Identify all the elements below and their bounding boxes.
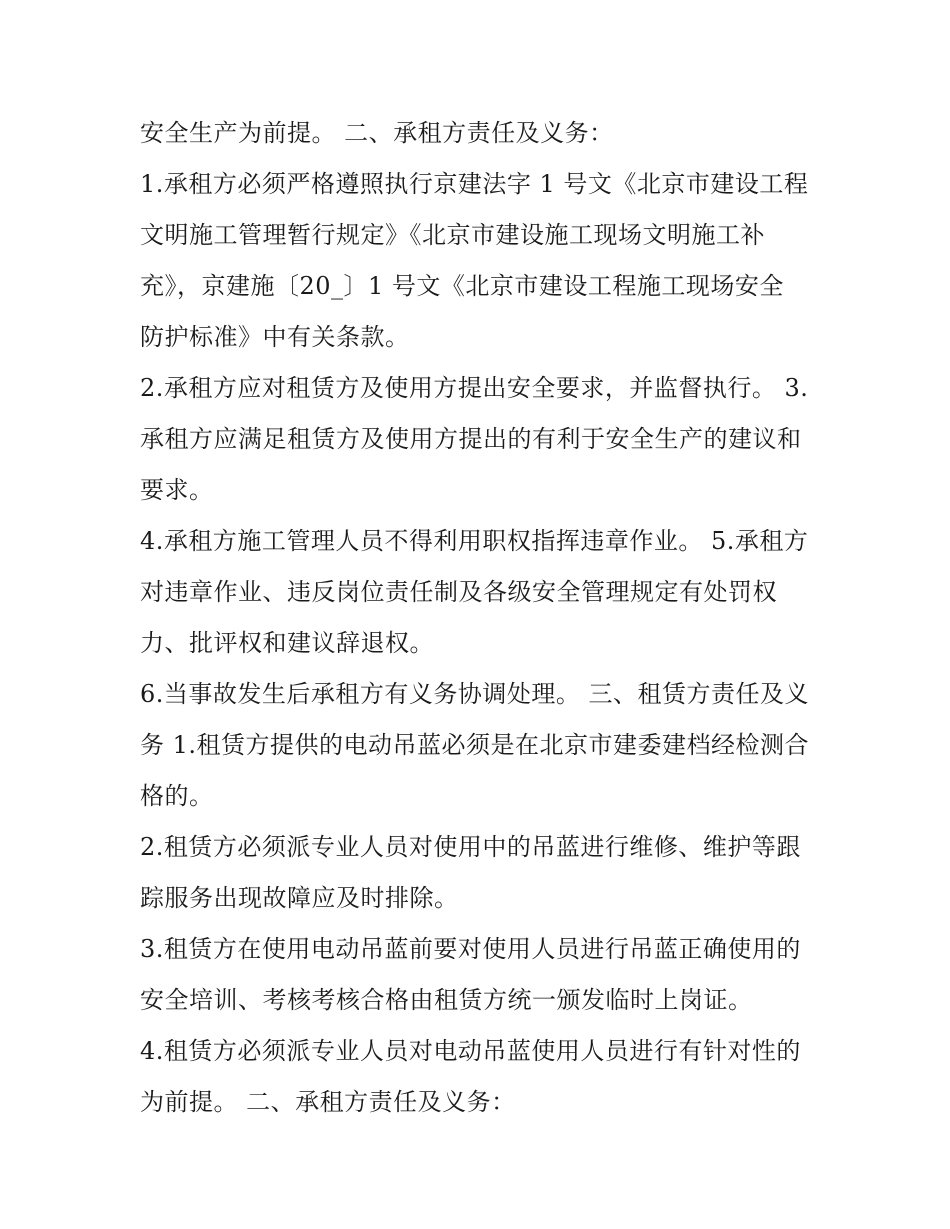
text-line: 承租方应满足租赁方及使用方提出的有利于安全生产的建议和 <box>140 425 802 453</box>
text-line: 力、批评权和建议辞退权。 <box>140 629 434 657</box>
text-line: 1.承租方必须严格遵照执行京建法字 1 号文《北京市建设工程 <box>140 170 809 198</box>
text-line: 4.租赁方必须派专业人员对电动吊蓝使用人员进行有针对性的 <box>140 1037 801 1065</box>
text-line: 3.租赁方在使用电动吊蓝前要对使用人员进行吊蓝正确使用的 <box>140 935 801 963</box>
text-line: 格的。 <box>140 782 214 810</box>
text-line: 充》，京建施〔20_〕1 号文《北京市建设工程施工现场安全 <box>140 272 784 300</box>
text-line: 4.承租方施工管理人员不得利用职权指挥违章作业。 5.承租方 <box>140 527 809 555</box>
text-line: 6.当事故发生后承租方有义务协调处理。 三、租赁方责任及义 <box>140 680 810 708</box>
text-line: 安全生产为前提。 二、承租方责任及义务： <box>140 119 614 147</box>
text-line: 务 1.租赁方提供的电动吊蓝必须是在北京市建委建档经检测合 <box>140 731 810 759</box>
text-line: 为前提。 二、承租方责任及义务： <box>140 1088 516 1116</box>
text-line: 文明施工管理暂行规定》《北京市建设施工现场文明施工补 <box>140 221 765 249</box>
text-line: 安全培训、考核考核合格由租赁方统一颁发临时上岗证。 <box>140 986 753 1014</box>
text-line: 防护标准》中有关条款。 <box>140 323 410 351</box>
text-line: 2.租赁方必须派专业人员对使用中的吊蓝进行维修、维护等跟 <box>140 833 801 861</box>
document-body <box>140 108 820 1128</box>
text-line: 要求。 <box>140 476 214 504</box>
text-line: 踪服务出现故障应及时排除。 <box>140 884 459 912</box>
text-line: 对违章作业、违反岗位责任制及各级安全管理规定有处罚权 <box>140 578 777 606</box>
text-line: 2.承租方应对租赁方及使用方提出安全要求，并监督执行。 3. <box>140 374 809 402</box>
